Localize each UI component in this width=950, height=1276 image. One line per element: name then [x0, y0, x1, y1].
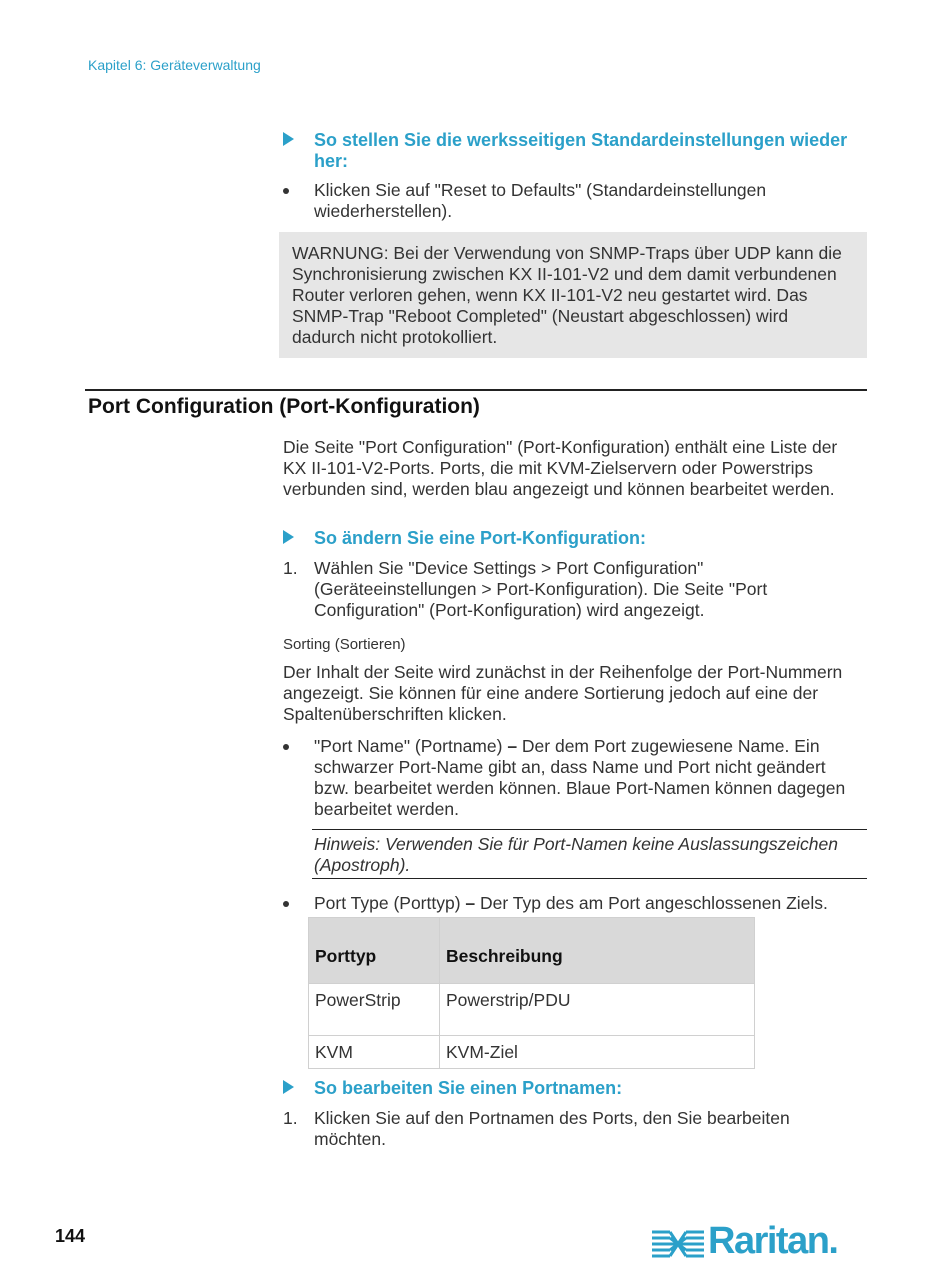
raritan-logo — [652, 1220, 842, 1264]
port-type-table — [308, 917, 755, 1069]
triangle-bullet-icon — [283, 530, 294, 544]
procedure-title: So ändern Sie eine Port-Konfiguration: — [314, 528, 647, 548]
step-text: Wählen Sie "Device Settings > Port Configuration" (Geräteeinstellungen > Port-Konfiguration). Die Seite "Port Configuration" (Port-Konfiguration) wird angezeigt. — [314, 558, 768, 620]
section-divider — [85, 389, 867, 391]
column-header: Porttyp — [309, 918, 440, 984]
section-title: Port Configuration (Port-Konfiguration) — [88, 395, 480, 418]
logo-text: Raritan. — [708, 1220, 838, 1262]
table-header-row — [309, 918, 755, 984]
term-description: Der dem Port zugewiesene Name. Ein schwarzer Port-Name gibt an, dass Name und Port nicht geändert bzw. bearbeitet werden können. Blaue Port-Namen können dagegen bearbeitet werden. — [314, 736, 846, 819]
term-label: Port Type (Porttyp) — [314, 893, 466, 913]
procedure-title: So bearbeiten Sie einen Portnamen: — [314, 1078, 623, 1098]
sorting-text: Der Inhalt der Seite wird zunächst in der Reihenfolge der Port-Nummern angezeigt. Sie können für eine andere Sortierung jedoch auf eine der Spaltenüberschriften klicken. — [283, 662, 843, 724]
procedure-heading-reset — [283, 130, 863, 172]
dash: – — [465, 893, 476, 913]
section-intro: Die Seite "Port Configuration" (Port-Konfiguration) enthält eine Liste der KX II-101-V2-Ports. Ports, die mit KVM-Zielservern oder Powerstrips verbunden sind, werden blau angezeigt und können bearbeitet werden. — [283, 437, 838, 499]
list-item-text — [314, 736, 863, 820]
triangle-bullet-icon — [283, 1080, 294, 1094]
step-number: 1. — [283, 558, 298, 578]
table-cell: PowerStrip — [309, 984, 440, 1036]
list-item — [283, 893, 863, 914]
raritan-mark-icon — [652, 1224, 704, 1264]
warning-box: WARNUNG: Bei der Verwendung von SNMP-Traps über UDP kann die Synchronisierung zwischen KX II-101-V2 und dem damit verbundenen Router verloren gehen, wenn KX II-101-V2 neu gestartet wird. Das SNMP-Trap "Reboot Completed" (Neustart abgeschlossen) wird dadurch nicht protokolliert. — [279, 232, 867, 358]
table-row — [309, 1036, 755, 1069]
table-cell: Powerstrip/PDU — [440, 984, 755, 1036]
dash: – — [507, 736, 518, 756]
triangle-bullet-icon — [283, 132, 294, 146]
procedure-heading-edit-portname — [283, 1078, 863, 1099]
numbered-step — [283, 1108, 863, 1150]
subheading-sorting: Sorting (Sortieren) — [283, 636, 406, 653]
numbered-step — [283, 558, 863, 621]
chapter-header: Kapitel 6: Geräteverwaltung — [88, 57, 261, 73]
list-item-text — [314, 893, 863, 914]
table-row — [309, 984, 755, 1036]
list-item — [283, 736, 863, 820]
procedure-title: So stellen Sie die werksseitigen Standardeinstellungen wieder her: — [314, 130, 848, 171]
bullet-dot-icon — [283, 901, 289, 907]
bullet-dot-icon — [283, 744, 289, 750]
bullet-dot-icon — [283, 188, 289, 194]
table-cell: KVM-Ziel — [440, 1036, 755, 1069]
procedure-heading-port-config — [283, 528, 863, 549]
list-item — [283, 180, 863, 222]
step-number: 1. — [283, 1108, 298, 1128]
term-label: "Port Name" (Portname) — [314, 736, 508, 756]
column-header: Beschreibung — [440, 918, 755, 984]
table-cell: KVM — [309, 1036, 440, 1069]
list-item-text: Klicken Sie auf "Reset to Defaults" (Standardeinstellungen wiederherstellen). — [314, 180, 767, 221]
step-text: Klicken Sie auf den Portnamen des Ports, den Sie bearbeiten möchten. — [314, 1108, 790, 1149]
page-number: 144 — [55, 1226, 86, 1246]
note-box: Hinweis: Verwenden Sie für Port-Namen keine Auslassungszeichen (Apostroph). — [312, 829, 867, 879]
term-description: Der Typ des am Port angeschlossenen Ziels. — [475, 893, 828, 913]
